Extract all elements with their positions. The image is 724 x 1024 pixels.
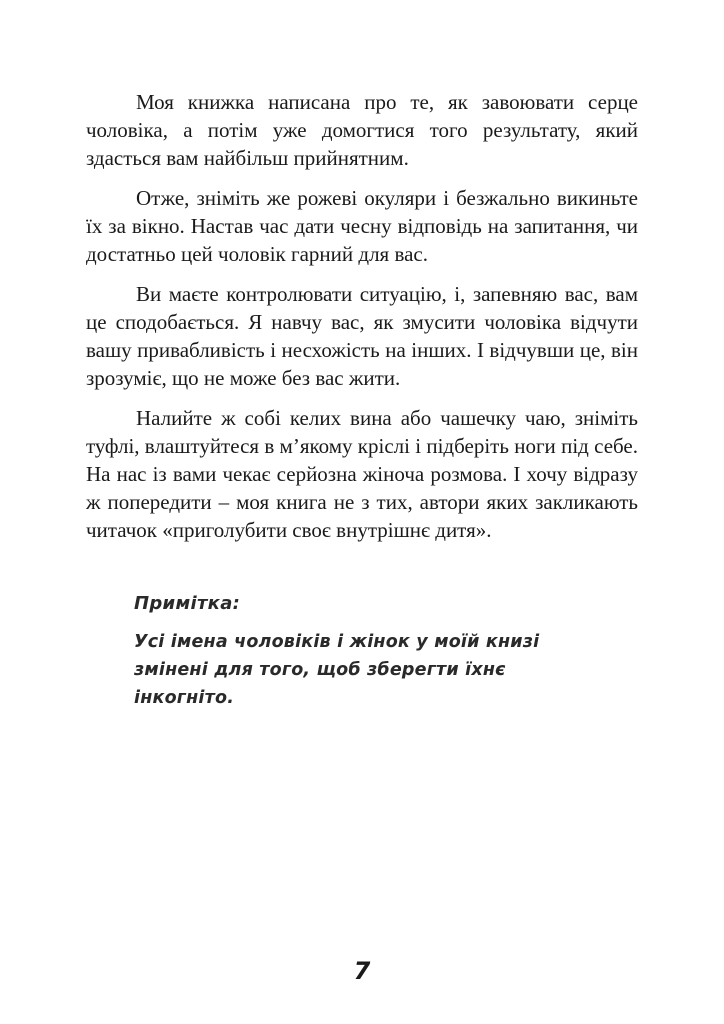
paragraph-2: Отже, зніміть же рожеві окуляри і безжально викиньте їх за вікно. Настав час дати чесну відповідь на запитання, чи достатньо цей чоловік гарний для вас. — [86, 186, 638, 266]
note-block — [134, 592, 604, 712]
main-text — [86, 88, 638, 556]
paragraph-4: Налийте ж собі келих вина або чашечку чаю, зніміть туфлі, влаштуйтеся в м’якому кріслі і підберіть ноги під себе. На нас із вами чекає серйозна жіноча розмова. І хочу відразу ж попередити – моя книга не з тих, автори яких закликають читачок «приголубити своє внутрішнє дитя». — [86, 406, 638, 542]
paragraph-3: Ви маєте контролювати ситуацію, і, запевняю вас, вам це сподобається. Я навчу вас, як змусити чоловіка відчути вашу привабливість і несхожість на інших. І відчувши це, він зрозуміє, що не може без вас жити. — [86, 282, 638, 390]
note-text: Усі імена чоловіків і жінок у моїй книзі змінені для того, щоб зберегти їхнє інкогніто. — [134, 632, 540, 708]
page-number: 7 — [353, 957, 371, 985]
note-title: Примітка: — [134, 593, 241, 614]
paragraph-1: Моя книжка написана про те, як завоювати серце чоловіка, а потім уже домогтися того результату, який здасться вам найбільш прийнятним. — [86, 90, 638, 170]
